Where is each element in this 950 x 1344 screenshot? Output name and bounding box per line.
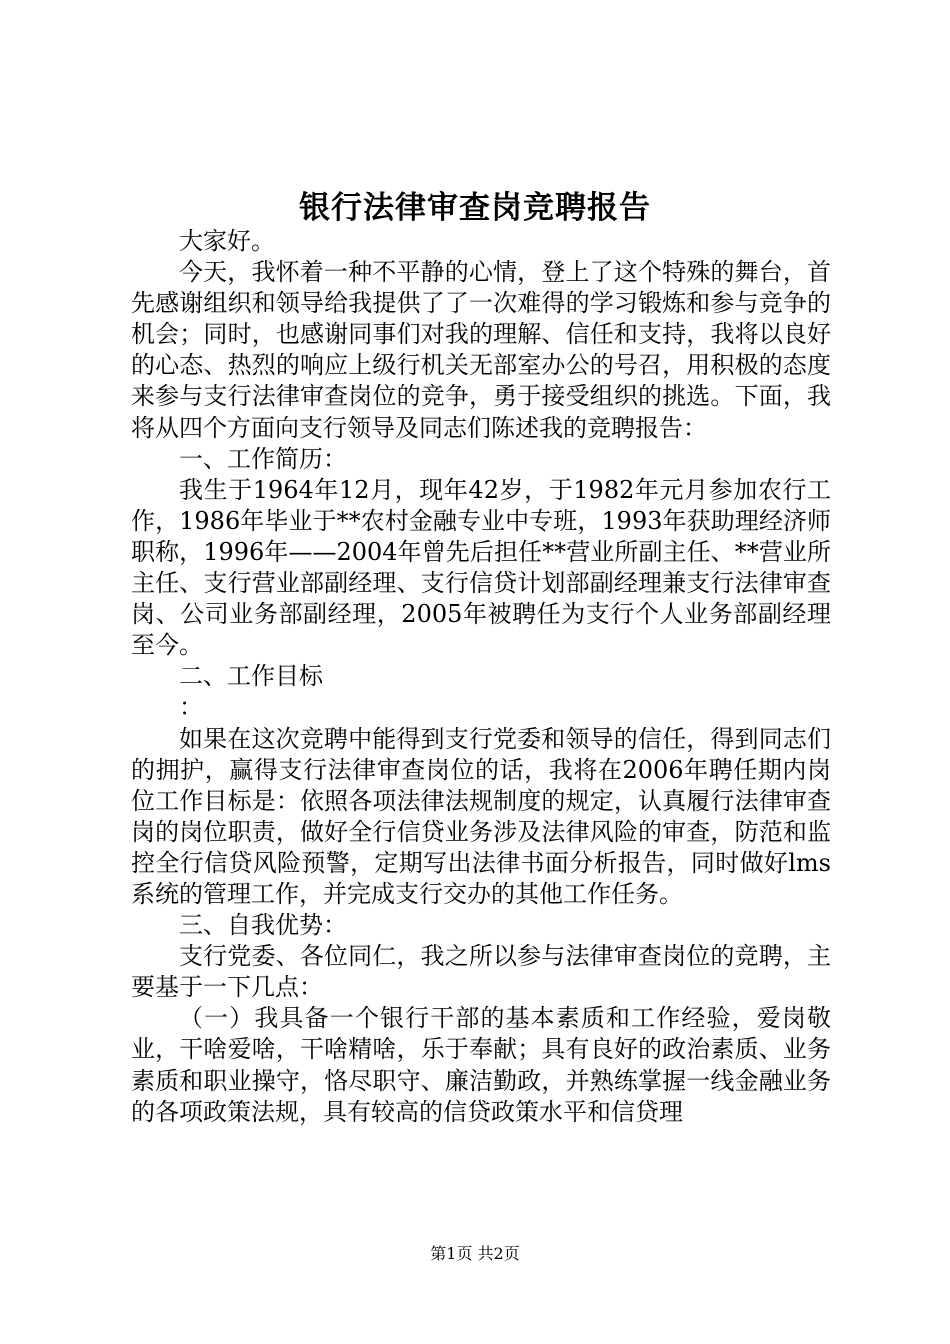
page-footer: 第1页 共2页 (430, 1244, 520, 1263)
heading-strengths: 三、自我优势： (179, 911, 347, 940)
paragraph-work-history: 我生于1964年12月，现年42岁，于1982年元月参加农行工作，1986年毕业于**农村金融专业中专班，1993年获助理经济师职称，1996年——2004年曾先后担任**营业所副主任、**营业所主任、支行营业部副经理、支行信贷计划部副经理兼支行法律审查岗、公司业务部副经理，2005年被聘任为支行个人业务部副经理至今。 (131, 475, 831, 660)
heading-work-goals: 二、工作目标 (179, 662, 323, 691)
paragraph-work-goals: 如果在这次竞聘中能得到支行党委和领导的信任，得到同志们的拥护，赢得支行法律审查岗位的话，我将在2006年聘任期内岗位工作目标是：依照各项法律法规制度的规定，认真履行法律审查岗的岗位职责，做好全行信贷业务涉及法律风险的审查，防范和监控全行信贷风险预警，定期写出法律书面分析报告，同时做好lms系统的管理工作，并完成支行交办的其他工作任务。 (131, 724, 831, 908)
document-body (131, 226, 831, 1128)
paragraph-greeting: 大家好。 (179, 227, 275, 255)
paragraph-colon: ： (179, 693, 203, 722)
paragraph-strengths-intro: 支行党委、各位同仁，我之所以参与法律审查岗位的竞聘，主要基于一下几点： (131, 942, 831, 1002)
paragraph-intro: 今天，我怀着一种不平静的心情，登上了这个特殊的舞台，首先感谢组织和领导给我提供了了一次难得的学习锻炼和参与竞争的机会；同时，也感谢同事们对我的理解、信任和支持，我将以良好的心态、热烈的响应上级行机关无部室办公的号召，用积极的态度来参与支行法律审查岗位的竞争，勇于接受组织的挑选。下面，我将从四个方面向支行领导及同志们陈述我的竞聘报告： (131, 258, 831, 442)
document-title: 银行法律审查岗竞聘报告 (299, 190, 651, 226)
heading-work-history: 一、工作简历： (179, 444, 347, 473)
paragraph-strength-one: （一）我具备一个银行干部的基本素质和工作经验，爱岗敬业，干啥爱啥，干啥精啥，乐于奉献；具有良好的政治素质、业务素质和职业操守，恪尽职守、廉洁勤政，并熟练掌握一线金融业务的各项政策法规，具有较高的信贷政策水平和信贷理 (131, 1004, 831, 1126)
